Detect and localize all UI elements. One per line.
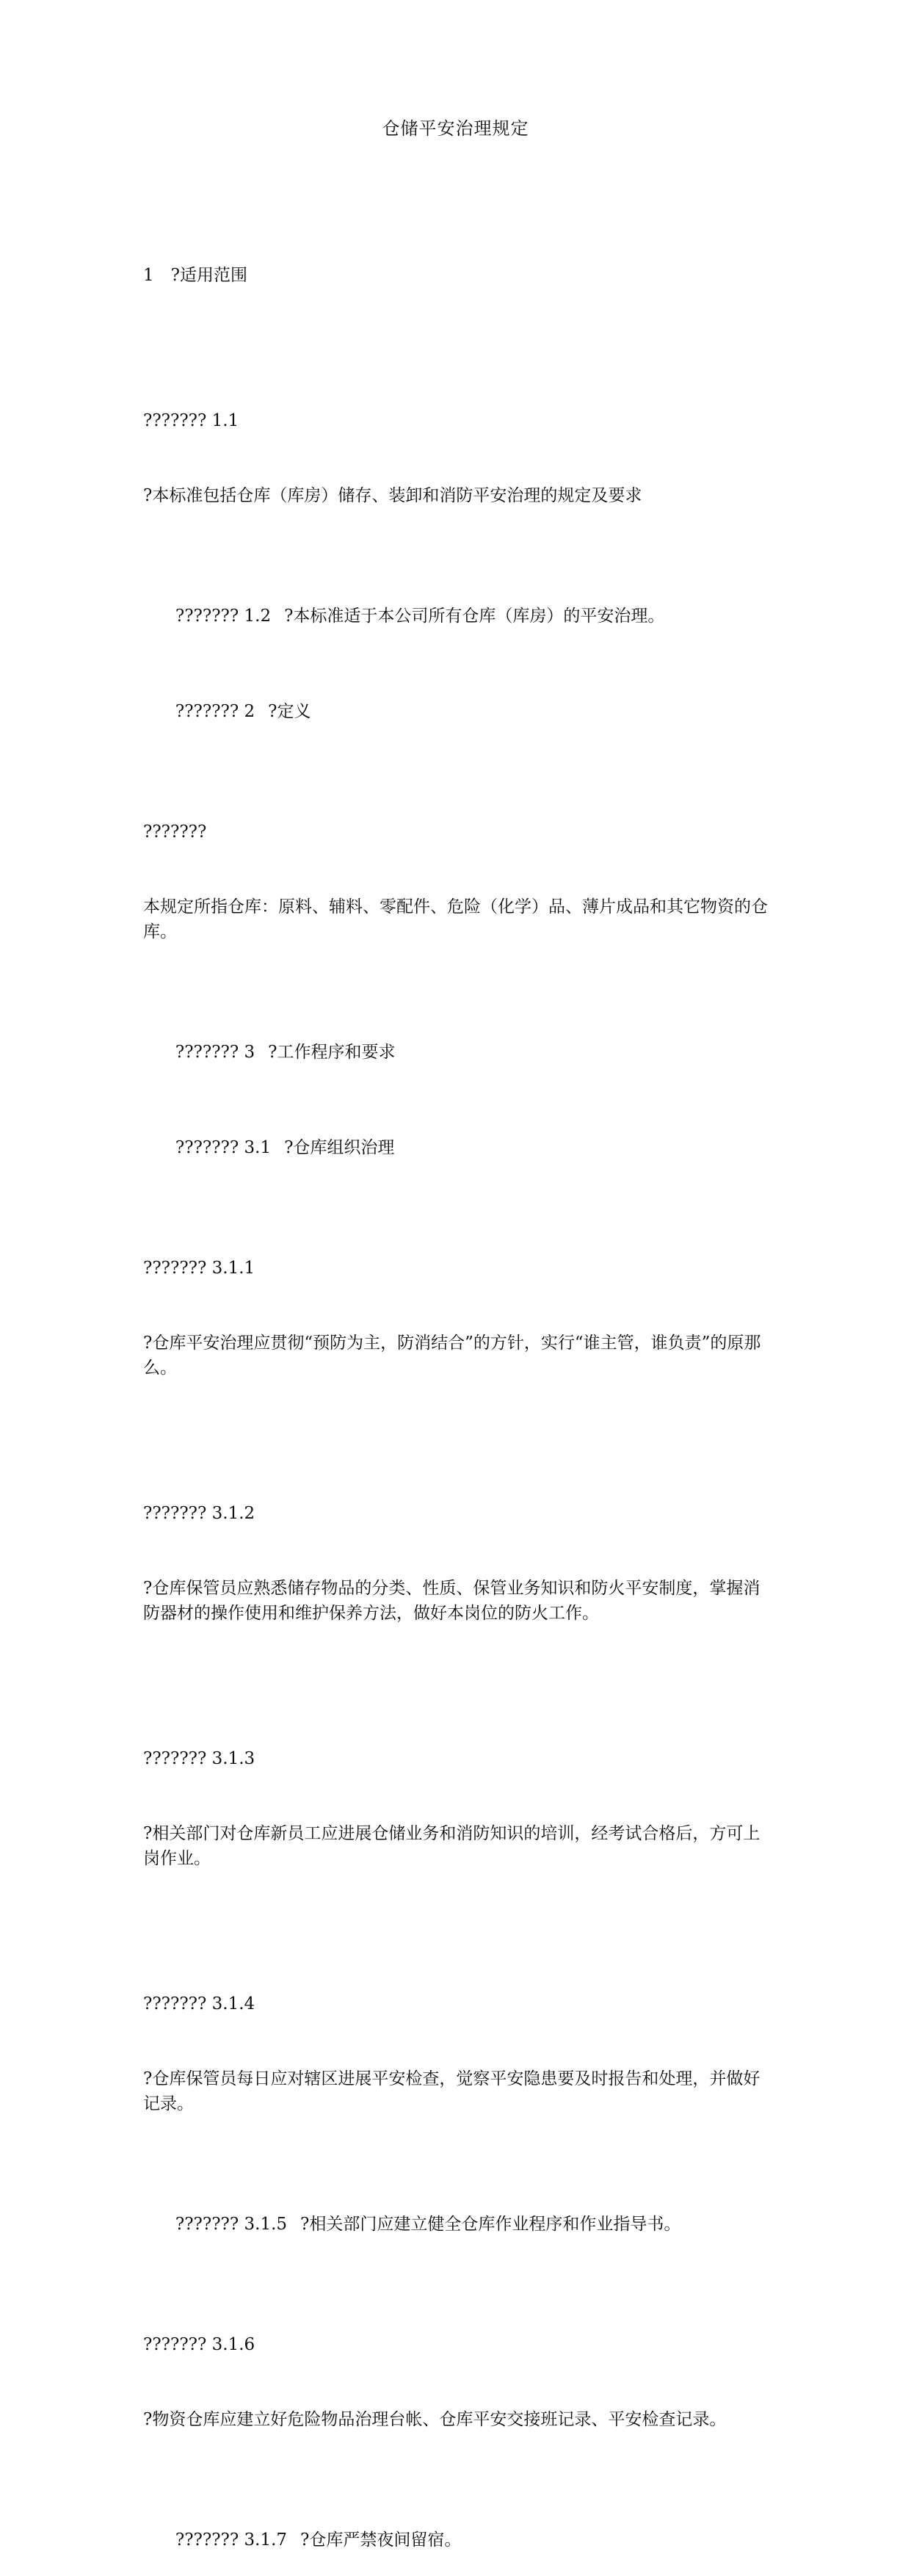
section-text: ?物资仓库应建立好危险物品治理台帐、仓库平安交接班记录、平安检查记录。 [143, 2410, 727, 2429]
section-3-1-1 [143, 1206, 774, 1430]
section-text: ?本标准适于本公司所有仓库（库房）的平安治理。 [284, 607, 665, 626]
section-3-1-5 [143, 2187, 774, 2262]
section-3-1-heading [143, 1110, 774, 1185]
section-text: ?相关部门应建立健全仓库作业程序和作业指导书。 [300, 2215, 681, 2234]
section-number: 1 ?适用范围 [143, 266, 247, 285]
document-body [143, 213, 774, 2576]
section-3-1-3 [143, 1696, 774, 1921]
section-text: ?仓库保管员应熟悉储存物品的分类、性质、保管业务知识和防火平安制度，掌握消防器材的操作使用和维护保养方法，做好本岗位的防火工作。 [143, 1579, 761, 1623]
section-number: ??????? 1.2 [175, 607, 272, 626]
section-number: ??????? 3.1.3 [143, 1749, 255, 1768]
section-number: ??????? 3.1.2 [143, 1504, 255, 1523]
section-text: ?仓库保管员每日应对辖区进展平安检查，觉察平安隐患要及时报告和处理，并做好记录。 [143, 2069, 761, 2113]
section-text: ?工作程序和要求 [268, 1043, 396, 1062]
section-number: ??????? 3.1.5 [175, 2215, 288, 2234]
section-number: ??????? 1.1 [143, 411, 239, 430]
section-text: 本规定所指仓库：原料、辅料、零配件、危险（化学）品、薄片成品和其它物资的仓库。 [143, 897, 768, 941]
section-number: ??????? 2 [175, 702, 255, 721]
section-text: ?仓库组织治理 [284, 1138, 395, 1157]
section-3-1-2 [143, 1451, 774, 1676]
section-1-heading [143, 213, 774, 338]
section-text: ?本标准包括仓库（库房）储存、装卸和消防平安治理的规定及要求 [143, 486, 642, 505]
document-title: 仓储平安治理规定 [382, 118, 529, 139]
definition-paragraph [143, 770, 774, 994]
section-text: ?定义 [268, 702, 311, 721]
section-text: ?仓库严禁夜间留宿。 [300, 2530, 462, 2550]
section-3-1-7 [143, 2503, 774, 2576]
section-number: ??????? 3 [175, 1043, 255, 1062]
section-number: ??????? 3.1 [175, 1138, 272, 1157]
section-number: ??????? [143, 822, 207, 842]
section-number: ??????? 3.1.1 [143, 1259, 255, 1278]
section-number: ??????? 3.1.4 [143, 1994, 255, 2014]
section-number: ??????? 3.1.6 [143, 2335, 255, 2354]
section-2-heading [143, 674, 774, 749]
section-text: ?仓库平安治理应贯彻“预防为主，防消结合”的方针，实行“谁主管，谁负责”的原那么。 [143, 1334, 761, 1378]
section-1-1 [143, 358, 774, 558]
section-3-1-4 [143, 1942, 774, 2166]
section-3-heading [143, 1015, 774, 1090]
section-text: ?相关部门对仓库新员工应进展仓储业务和消防知识的培训，经考试合格后，方可上岗作业。 [143, 1824, 761, 1868]
section-1-2 [143, 579, 774, 654]
section-number: ??????? 3.1.7 [175, 2530, 288, 2550]
section-3-1-6 [143, 2282, 774, 2482]
